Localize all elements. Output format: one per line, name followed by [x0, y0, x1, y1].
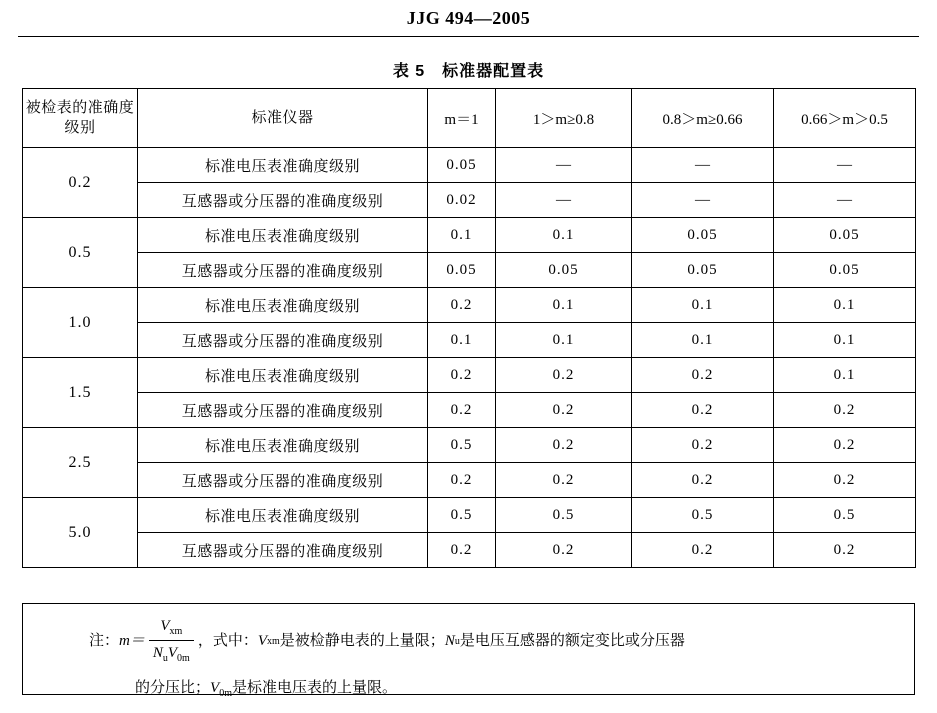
value-cell: 0.05 — [632, 253, 774, 288]
row-label: 互感器或分压器的准确度级别 — [138, 463, 428, 498]
value-cell: 0.2 — [496, 463, 632, 498]
grade-cell: 1.0 — [23, 288, 138, 358]
table-row — [23, 288, 916, 323]
value-cell: 0.2 — [774, 428, 916, 463]
table-row — [23, 428, 916, 463]
value-cell: — — [774, 183, 916, 218]
value-cell: 0.2 — [428, 533, 496, 568]
note-term2-symbol: N — [444, 633, 455, 650]
value-cell: — — [632, 148, 774, 183]
row-label: 标准电压表准确度级别 — [138, 358, 428, 393]
header-cell-instrument: 标准仪器 — [138, 89, 428, 148]
note-line2-prefix: 的分压比； — [135, 679, 211, 696]
value-cell: 0.1 — [774, 288, 916, 323]
value-cell: 0.1 — [496, 218, 632, 253]
value-cell: 0.05 — [632, 218, 774, 253]
row-label: 标准电压表准确度级别 — [138, 148, 428, 183]
header-cell-m-equals-1: m＝1 — [428, 89, 496, 148]
value-cell: 0.1 — [428, 218, 496, 253]
row-label: 互感器或分压器的准确度级别 — [138, 323, 428, 358]
table-caption: 表 5 标准器配置表 — [392, 63, 545, 80]
row-label: 标准电压表准确度级别 — [138, 288, 428, 323]
row-label: 标准电压表准确度级别 — [138, 218, 428, 253]
value-cell: 0.1 — [774, 358, 916, 393]
note-term2-desc: 是电压互感器的额定变比或分压器 — [459, 632, 685, 650]
note-term1-desc: 是被检静电表的上量限； — [279, 632, 445, 650]
value-cell: — — [632, 183, 774, 218]
note-term2-sub: u — [454, 636, 460, 647]
table-row — [23, 183, 916, 218]
value-cell: 0.2 — [774, 463, 916, 498]
value-cell: 0.2 — [632, 463, 774, 498]
page-header — [0, 0, 937, 38]
value-cell: 0.2 — [632, 393, 774, 428]
value-cell: 0.2 — [632, 358, 774, 393]
table-row — [23, 533, 916, 568]
grade-cell: 1.5 — [23, 358, 138, 428]
header-cell-range-2: 0.8＞m≥0.66 — [632, 89, 774, 148]
note-term3-desc: 是标准电压表的上量限。 — [231, 679, 397, 696]
value-cell: 0.5 — [496, 498, 632, 533]
value-cell: — — [496, 183, 632, 218]
header-cell-range-3: 0.66＞m＞0.5 — [774, 89, 916, 148]
value-cell: 0.2 — [428, 288, 496, 323]
note-term3-symbol: V — [210, 680, 220, 696]
table-row — [23, 253, 916, 288]
value-cell: 0.5 — [428, 498, 496, 533]
value-cell: 0.2 — [496, 358, 632, 393]
row-label: 标准电压表准确度级别 — [138, 498, 428, 533]
value-cell: 0.02 — [428, 183, 496, 218]
value-cell: 0.2 — [632, 428, 774, 463]
row-label: 标准电压表准确度级别 — [138, 428, 428, 463]
note-term1-symbol: V — [257, 633, 268, 650]
row-label: 互感器或分压器的准确度级别 — [138, 183, 428, 218]
value-cell: — — [774, 148, 916, 183]
note-formula-lhs: m＝ — [119, 633, 145, 650]
table-row — [23, 463, 916, 498]
value-cell: 0.2 — [496, 428, 632, 463]
value-cell: 0.2 — [632, 533, 774, 568]
value-cell: 0.1 — [496, 323, 632, 358]
header-cell-range-1: 1＞m≥0.8 — [496, 89, 632, 148]
table-row — [23, 323, 916, 358]
header-divider — [18, 36, 919, 37]
note-term1-sub: xm — [267, 636, 280, 647]
table-head — [23, 89, 916, 148]
note-text-after-formula: ，式中： — [197, 632, 258, 650]
value-cell: 0.2 — [428, 358, 496, 393]
fraction-numerator: $V_{xm}$ — [149, 615, 194, 641]
note-term3-sub: 0m — [219, 688, 232, 699]
value-cell: 0.1 — [496, 288, 632, 323]
value-cell: 0.5 — [774, 498, 916, 533]
value-cell: 0.2 — [774, 393, 916, 428]
table-header-row — [23, 89, 916, 148]
note-line-2 — [53, 667, 884, 701]
value-cell: 0.5 — [428, 428, 496, 463]
standard-configuration-table — [22, 88, 915, 568]
fraction-denominator: $N_uV_{0m}$ — [152, 645, 190, 664]
grade-cell: 0.2 — [23, 148, 138, 218]
value-cell: 0.2 — [496, 393, 632, 428]
grade-cell: 2.5 — [23, 428, 138, 498]
table-row — [23, 148, 916, 183]
note-line-1 — [53, 616, 884, 667]
value-cell: 0.2 — [496, 533, 632, 568]
table-row — [23, 358, 916, 393]
value-cell: 0.05 — [774, 253, 916, 288]
value-cell: 0.1 — [774, 323, 916, 358]
note-prefix: 注： — [89, 632, 120, 650]
value-cell: 0.1 — [428, 323, 496, 358]
row-label: 互感器或分压器的准确度级别 — [138, 253, 428, 288]
value-cell: 0.2 — [774, 533, 916, 568]
value-cell: 0.05 — [428, 253, 496, 288]
note-fraction — [149, 615, 194, 666]
table-body — [23, 148, 916, 568]
value-cell: 0.05 — [428, 148, 496, 183]
table-row — [23, 218, 916, 253]
row-label: 互感器或分压器的准确度级别 — [138, 393, 428, 428]
value-cell: 0.5 — [632, 498, 774, 533]
row-label: 互感器或分压器的准确度级别 — [138, 533, 428, 568]
running-title: JJG 494—2005 — [406, 8, 531, 28]
table-row — [23, 393, 916, 428]
value-cell: 0.05 — [496, 253, 632, 288]
value-cell: 0.2 — [428, 393, 496, 428]
table-note — [22, 603, 915, 699]
table-row — [23, 498, 916, 533]
grade-cell: 5.0 — [23, 498, 138, 568]
value-cell: 0.1 — [632, 323, 774, 358]
value-cell: 0.2 — [428, 463, 496, 498]
value-cell: — — [496, 148, 632, 183]
value-cell: 0.05 — [774, 218, 916, 253]
value-cell: 0.1 — [632, 288, 774, 323]
grade-cell: 0.5 — [23, 218, 138, 288]
header-cell-grade: 被检表的准确度级别 — [23, 89, 138, 148]
